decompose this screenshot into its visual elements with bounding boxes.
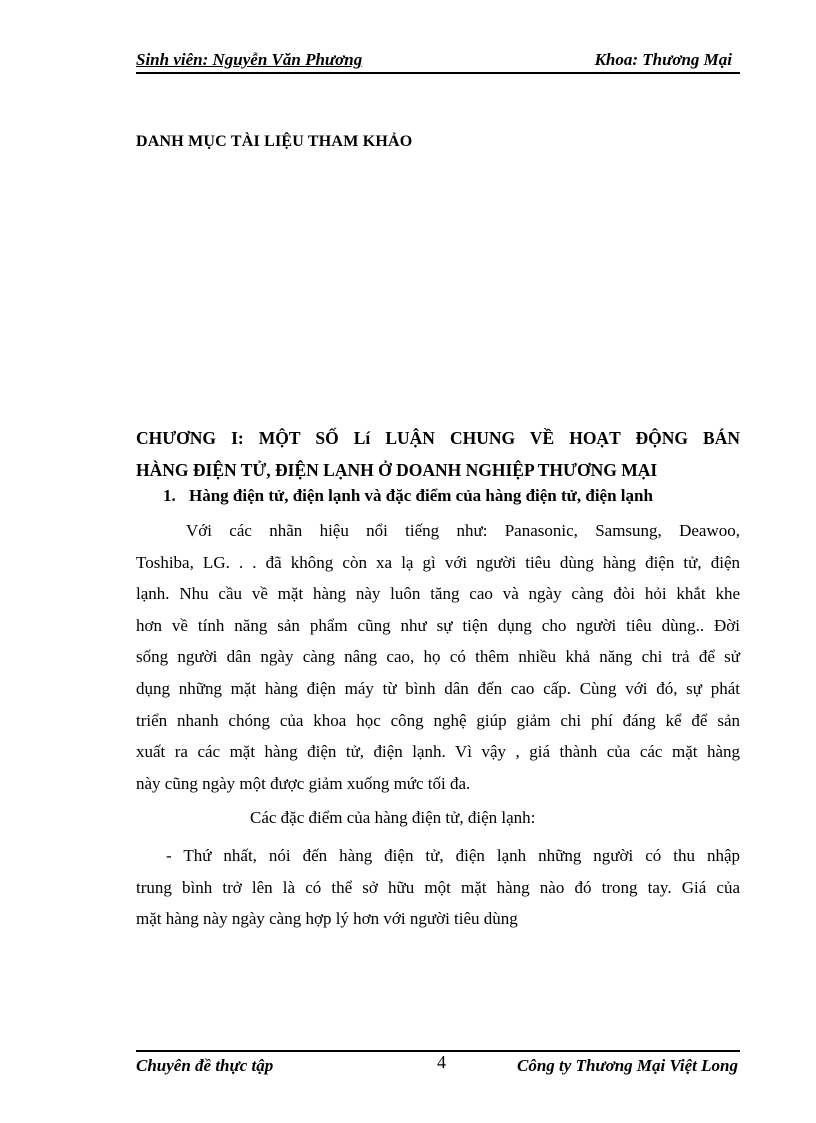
body-paragraph-1 <box>136 515 740 799</box>
paragraph-line: xuất ra các mặt hàng điện tử, điện lạnh. Vì vậy , giá thành của các mặt hàng <box>136 742 740 762</box>
page-header <box>136 48 740 74</box>
header-student-name: Sinh viên: Nguyễn Văn Phương <box>136 50 363 69</box>
paragraph-line: Toshiba, LG. . . đã không còn xa lạ gì với người tiêu dùng hàng điện tử, điện <box>136 552 740 572</box>
header-faculty: Khoa: Thương Mại <box>594 50 732 69</box>
section-heading <box>163 486 653 506</box>
chapter-title-line-2: HÀNG ĐIỆN TỬ, ĐIỆN LẠNH Ở DOANH NGHIỆP THƯƠNG MẠI <box>136 460 658 480</box>
paragraph-line: lạnh. Nhu cầu về mặt hàng này luôn tăng cao và ngày càng đòi hỏi khắt khe <box>136 584 740 604</box>
page-footer <box>136 1050 740 1080</box>
chapter-title <box>136 422 740 486</box>
paragraph-line: trung bình trở lên là có thể sở hữu một mặt hàng nào đó trong tay. Giá của <box>136 877 740 897</box>
paragraph-line: sống người dân ngày càng nâng cao, họ có thêm nhiều khả năng chi trả để sử <box>136 647 740 667</box>
section-number: 1. <box>163 486 176 505</box>
body-paragraph-2 <box>136 840 740 935</box>
footer-company: Công ty Thương Mại Việt Long <box>517 1056 738 1075</box>
paragraph-line: này cũng ngày một được giảm xuống mức tối đa. <box>136 773 471 793</box>
paragraph-line: Với các nhãn hiệu nổi tiếng như: Panasonic, Samsung, Deawoo, <box>186 521 740 540</box>
features-subheading: Các đặc điểm của hàng điện tử, điện lạnh: <box>250 808 536 827</box>
footer-report-type: Chuyên đề thực tập <box>136 1056 274 1075</box>
page-number: 4 <box>437 1052 446 1072</box>
paragraph-line: - Thứ nhất, nói đến hàng điện tử, điện lạnh những người có thu nhập <box>166 846 740 865</box>
paragraph-line: mặt hàng này ngày càng hợp lý hơn với người tiêu dùng <box>136 909 518 929</box>
section-title: Hàng điện tử, điện lạnh và đặc điểm của hàng điện tử, điện lạnh <box>189 486 653 505</box>
paragraph-line: dụng những mặt hàng điện máy từ bình dân đến cao cấp. Cùng với đó, sự phát <box>136 678 740 698</box>
paragraph-line: hơn về tính năng sản phẩm cũng như sự tiện dụng cho người tiêu dùng.. Đời <box>136 615 740 635</box>
references-heading: DANH MỤC TÀI LIỆU THAM KHẢO <box>136 133 413 150</box>
chapter-title-line-1: CHƯƠNG I: MỘT SỐ Lí LUẬN CHUNG VỀ HOẠT ĐỘNG BÁN <box>136 428 740 448</box>
paragraph-line: triển nhanh chóng của khoa học công nghệ giúp giảm chi phí đáng kể để sản <box>136 710 740 730</box>
